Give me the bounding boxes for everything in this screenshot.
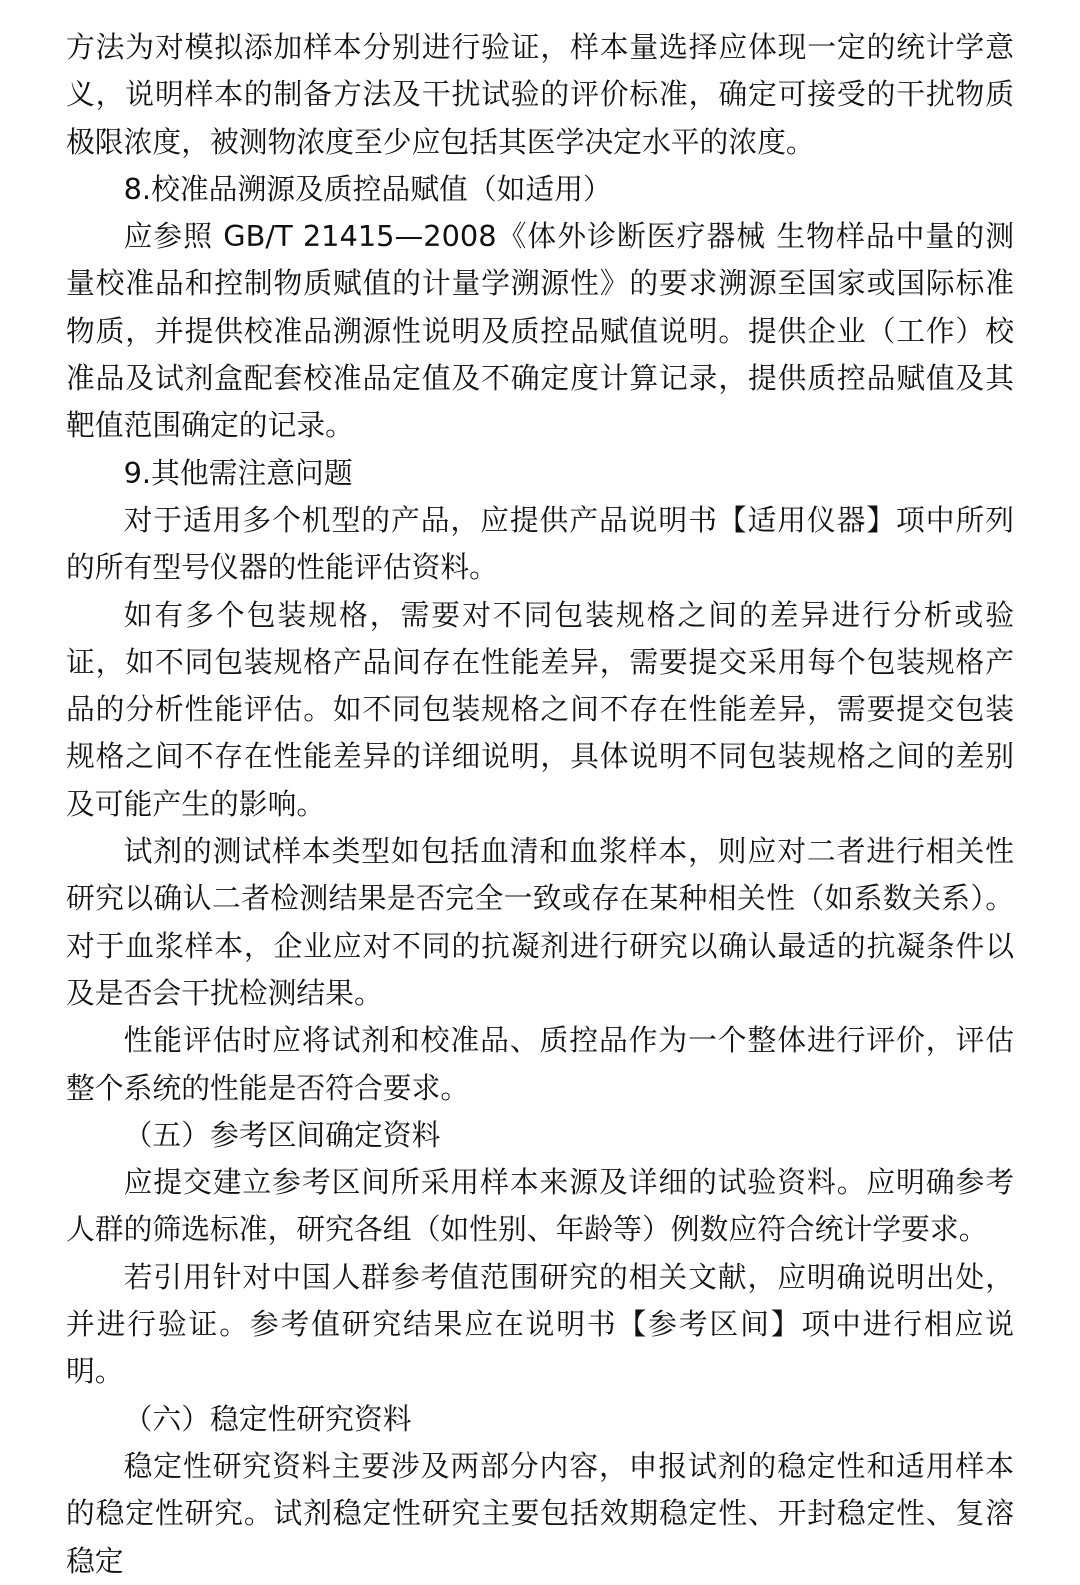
heading-stability-study: （六）稳定性研究资料 <box>123 1401 412 1436</box>
heading-reference-interval: （五）参考区间确定资料 <box>123 1117 441 1152</box>
paragraph-reference-literature: 若引用针对中国人群参考值范围研究的相关文献，应明确说明出处，并进行验证。参考值研究结果应在说明书【参考区间】项中进行相应说明。 <box>66 1259 1014 1389</box>
paragraph-system-evaluation: 性能评估时应将试剂和校准品、质控品作为一个整体进行评价，评估整个系统的性能是否符合要求。 <box>66 1023 1014 1105</box>
heading-other-issues: 9.其他需注意问题 <box>123 455 353 490</box>
paragraph-multiple-instruments: 对于适用多个机型的产品，应提供产品说明书【适用仪器】项中所列的所有型号仪器的性能评估资料。 <box>66 502 1014 585</box>
paragraph-reference-interval-data: 应提交建立参考区间所采用样本来源及详细的试验资料。应明确参考人群的筛选标准，研究各组（如性别、年龄等）例数应符合统计学要求。 <box>66 1165 1014 1247</box>
paragraph-stability-study: 稳定性研究资料主要涉及两部分内容，申报试剂的稳定性和适用样本的稳定性研究。试剂稳定性研究主要包括效期稳定性、开封稳定性、复溶稳定 <box>66 1448 1014 1578</box>
heading-calibrator-traceability: 8.校准品溯源及质控品赋值（如适用） <box>123 171 612 206</box>
paragraph-calibrator-traceability: 应参照 GB/T 21415—2008《体外诊断医疗器械 生物样品中量的测量校准品和控制物质赋值的计量学溯源性》的要求溯源至国家或国际标准物质，并提供校准品溯源性说明及质控品赋值说明。提供企业（工作）校准品及试剂盒配套校准品定值及不确定度计算记录，提供质控品赋值及其靶值范围确定的记录。 <box>66 219 1014 443</box>
paragraph-interference-continued: 方法为对模拟添加样本分别进行验证，样本量选择应体现一定的统计学意义，说明样本的制备方法及干扰试验的评价标准，确定可接受的干扰物质极限浓度，被测物浓度至少应包括其医学决定水平的浓度。 <box>66 30 1014 159</box>
paragraph-package-sizes: 如有多个包装规格，需要对不同包装规格之间的差异进行分析或验证，如不同包装规格产品间存在性能差异，需要提交采用每个包装规格产品的分析性能评估。如不同包装规格之间不存在性能差异，需要提交包装规格之间不存在性能差异的详细说明，具体说明不同包装规格之间的差别及可能产生的影响。 <box>66 597 1014 821</box>
paragraph-sample-types: 试剂的测试样本类型如包括血清和血浆样本，则应对二者进行相关性研究以确认二者检测结果是否完全一致或存在某种相关性（如系数关系）。对于血浆样本，企业应对不同的抗凝剂进行研究以确认最适的抗凝条件以及是否会干扰检测结果。 <box>66 834 1014 1010</box>
